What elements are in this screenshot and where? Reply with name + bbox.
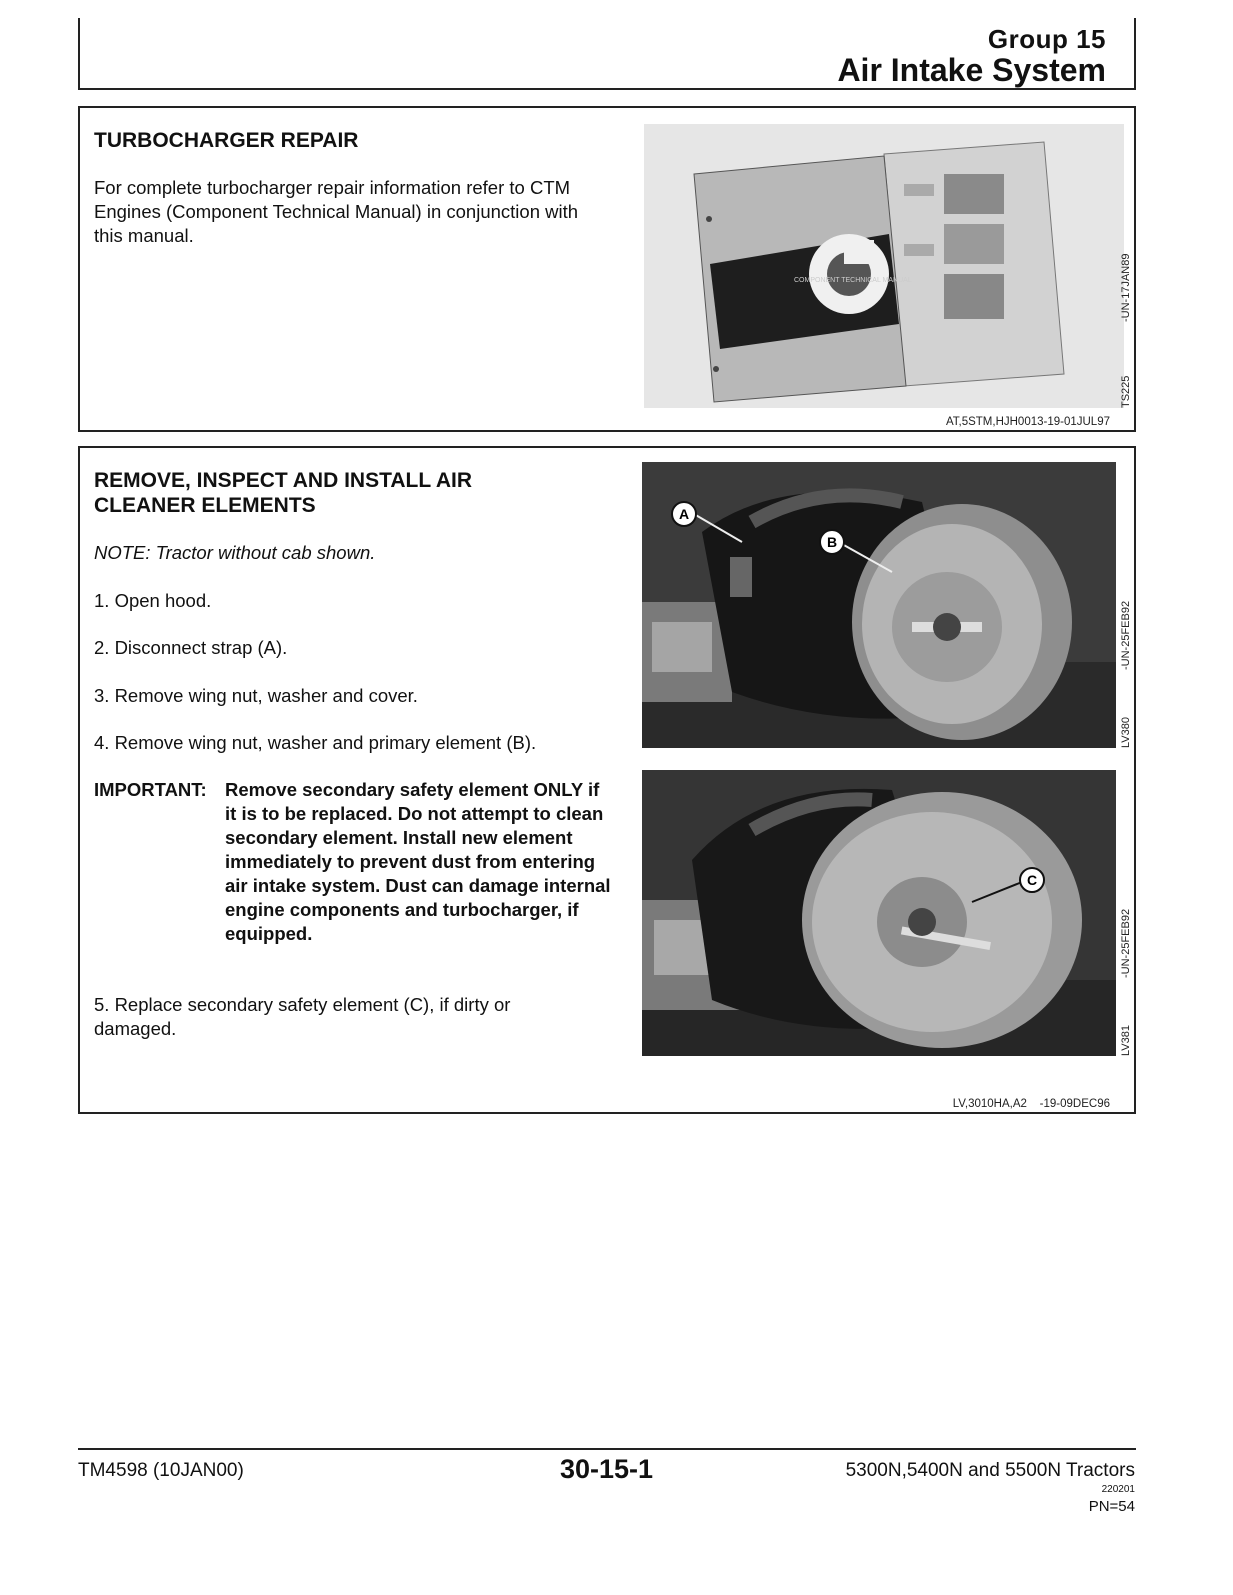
step-4: 4. Remove wing nut, washer and primary element (B). [94, 732, 537, 753]
air-cleaner-photo-primary [642, 462, 1116, 748]
important-notice [94, 778, 614, 946]
figure-code: -UN-17JAN89 [1120, 253, 1132, 322]
section-title: TURBOCHARGER REPAIR [94, 129, 359, 152]
figure-code: TS225 [1120, 375, 1132, 408]
figure-code: LV381 [1120, 1025, 1132, 1056]
callout-b: B [826, 534, 838, 550]
manual-code: TM4598 (10JAN00) [78, 1460, 244, 1481]
figure-code: LV380 [1120, 717, 1132, 748]
callout-c: C [1026, 872, 1038, 888]
section-title-line1: REMOVE, INSPECT AND INSTALL AIR [94, 469, 473, 492]
figure-reference: LV,3010HA,A2 -19-09DEC96 [952, 1098, 1110, 1110]
important-label: IMPORTANT: [94, 779, 207, 800]
pn-number: PN=54 [1088, 1498, 1135, 1515]
ctm-manual-photo [644, 124, 1124, 408]
step-2: 2. Disconnect strap (A). [94, 637, 288, 658]
turbocharger-repair-section [78, 106, 1136, 432]
book-label: COMPONENT TECHNICAL MANUAL [794, 277, 912, 284]
revision-code: 220201 [1101, 1484, 1135, 1495]
callout-a: A [678, 506, 690, 522]
figure-code: -UN-25FEB92 [1120, 600, 1132, 670]
section-body: For complete turbocharger repair information refer to CTM Engines (Component Technical Manual) in conjunction with this manual. [94, 177, 579, 246]
step-5: 5. Replace secondary safety element (C), if dirty or damaged. [94, 994, 511, 1039]
footer-divider [78, 1448, 1136, 1450]
air-cleaner-section [78, 446, 1136, 1114]
air-cleaner-photo-secondary [642, 770, 1116, 1056]
figure-reference: AT,5STM,HJH0013-19-01JUL97 [945, 416, 1110, 428]
section-title-line2: CLEANER ELEMENTS [94, 494, 316, 517]
group-header [78, 18, 1136, 90]
step-1: 1. Open hood. [94, 590, 212, 611]
group-number: Group 15 [987, 24, 1106, 54]
tractor-models: 5300N,5400N and 5500N Tractors [845, 1460, 1135, 1481]
group-title: Air Intake System [837, 52, 1106, 88]
page-number: 30-15-1 [560, 1454, 654, 1484]
important-text: Remove secondary safety element ONLY if it is to be replaced. Do not attempt to clean secondary element. Install new element immediately to prevent dust from entering air intake system. Dust can damage internal engine components and turbocharger, if equipped. [225, 779, 611, 944]
figure-code: -UN-25FEB92 [1120, 908, 1132, 978]
step-3: 3. Remove wing nut, washer and cover. [94, 685, 418, 706]
note-text: NOTE: Tractor without cab shown. [94, 542, 376, 563]
